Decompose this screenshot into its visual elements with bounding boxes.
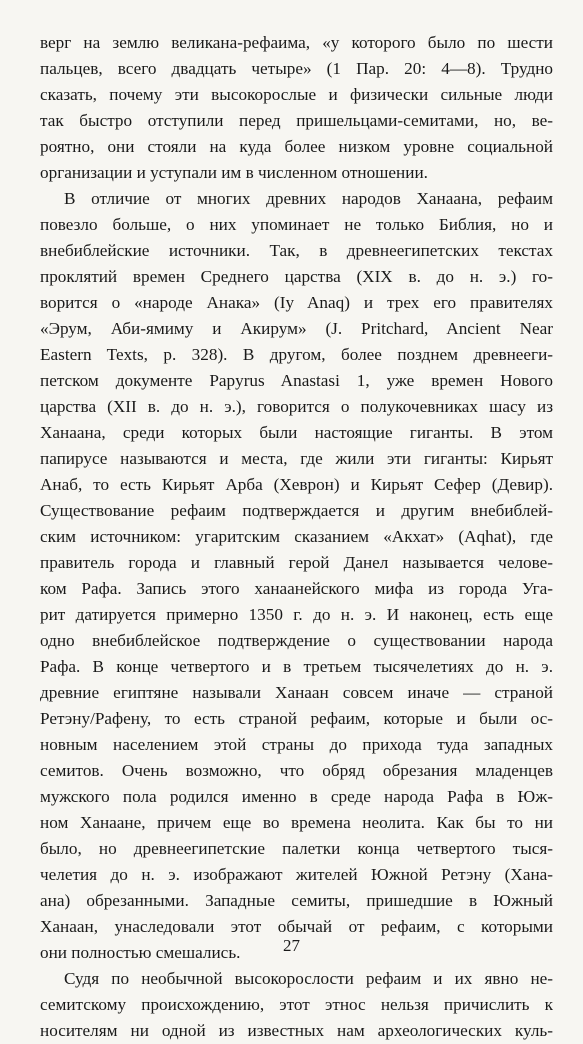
text-line: мужского пола родился именно в среде народа Рафа в Юж-	[40, 787, 553, 806]
text-line: проклятий времен Среднего царства (XIX в. до н. э.) го-	[40, 267, 553, 286]
text-line: Существование рефаим подтверждается и другим внебиблей-	[40, 501, 553, 520]
text-line: пальцев, всего двадцать четыре» (1 Пар. 20: 4—8). Трудно	[40, 59, 553, 78]
text-line: рит датируется примерно 1350 г. до н. э. И наконец, есть еще	[40, 605, 553, 624]
text-line: правитель города и главный герой Данел называется челове-	[40, 553, 553, 572]
text-line: Ханаан, унаследовали этот обычай от рефаим, с которыми	[40, 917, 553, 936]
text-line: древние египтяне называли Ханаан совсем иначе — страной	[40, 683, 553, 702]
text-line: организации и уступали им в численном отношении.	[40, 163, 428, 182]
text-line: «Эрум, Аби-ямиму и Акирум» (J. Pritchard, Ancient Near	[40, 319, 553, 338]
text-line: роятно, они стояли на куда более низком уровне социальной	[40, 137, 553, 156]
text-line: повезло больше, о них упоминает не только Библия, но и	[40, 215, 553, 234]
text-line: Ретэну/Рафену, то есть страной рефаим, которые и были ос-	[40, 709, 553, 728]
text-line: ворится о «народе Анака» (Iy Anaq) и трех его правителях	[40, 293, 553, 312]
text-line: ном Ханаане, причем еще во времена неолита. Как бы то ни	[40, 813, 553, 832]
body-text	[40, 30, 553, 1044]
text-line: сказать, почему эти высокорослые и физически сильные люди	[40, 85, 553, 104]
text-line: Рафа. В конце четвертого и в третьем тысячелетиях до н. э.	[40, 657, 553, 676]
text-line: носителям ни одной из известных нам археологических куль-	[40, 1021, 553, 1040]
text-line: одно внебиблейское подтверждение о существовании народа	[40, 631, 553, 650]
text-line: было, но древнеегипетские палетки конца четвертого тыся-	[40, 839, 553, 858]
text-line: они полностью смешались.	[40, 943, 241, 962]
text-line: семитскому происхождению, этот этнос нельзя причислить к	[40, 995, 553, 1014]
text-line: ана) обрезанными. Западные семиты, пришедшие в Южный	[40, 891, 553, 910]
text-line: царства (XII в. до н. э.), говорится о полукочевниках шасу из	[40, 397, 553, 416]
text-line: папирусе называются и места, где жили эти гиганты: Кирьят	[40, 449, 553, 468]
text-line: Eastern Texts, p. 328). В другом, более позднем древнееги-	[40, 345, 553, 364]
text-line: так быстро отступили перед пришельцами-семитами, но, ве-	[40, 111, 553, 130]
text-line: ским источником: угаритским сказанием «Акхат» (Aqhat), где	[40, 527, 553, 546]
text-line: В отличие от многих древних народов Ханаана, рефаим	[64, 189, 553, 208]
text-line: верг на землю великана-рефаима, «у которого было по шести	[40, 33, 553, 52]
text-line: внебиблейские источники. Так, в древнеегипетских текстах	[40, 241, 553, 260]
text-line: Анаб, то есть Кирьят Арба (Хеврон) и Кирьят Сефер (Девир).	[40, 475, 553, 494]
text-line: семитов. Очень возможно, что обряд обрезания младенцев	[40, 761, 553, 780]
text-line: ком Рафа. Запись этого ханаанейского мифа из города Уга-	[40, 579, 553, 598]
text-line: Ханаана, среди которых были настоящие гиганты. В этом	[40, 423, 553, 442]
text-line: челетия до н. э. изображают жителей Южной Ретэну (Хана-	[40, 865, 553, 884]
text-line: петском документе Papyrus Anastasi 1, уже времен Нового	[40, 371, 553, 390]
text-line: Судя по необычной высокорослости рефаим и их явно не-	[64, 969, 553, 988]
text-line: новным населением этой страны до прихода туда западных	[40, 735, 553, 754]
page-number: 27	[283, 936, 300, 955]
